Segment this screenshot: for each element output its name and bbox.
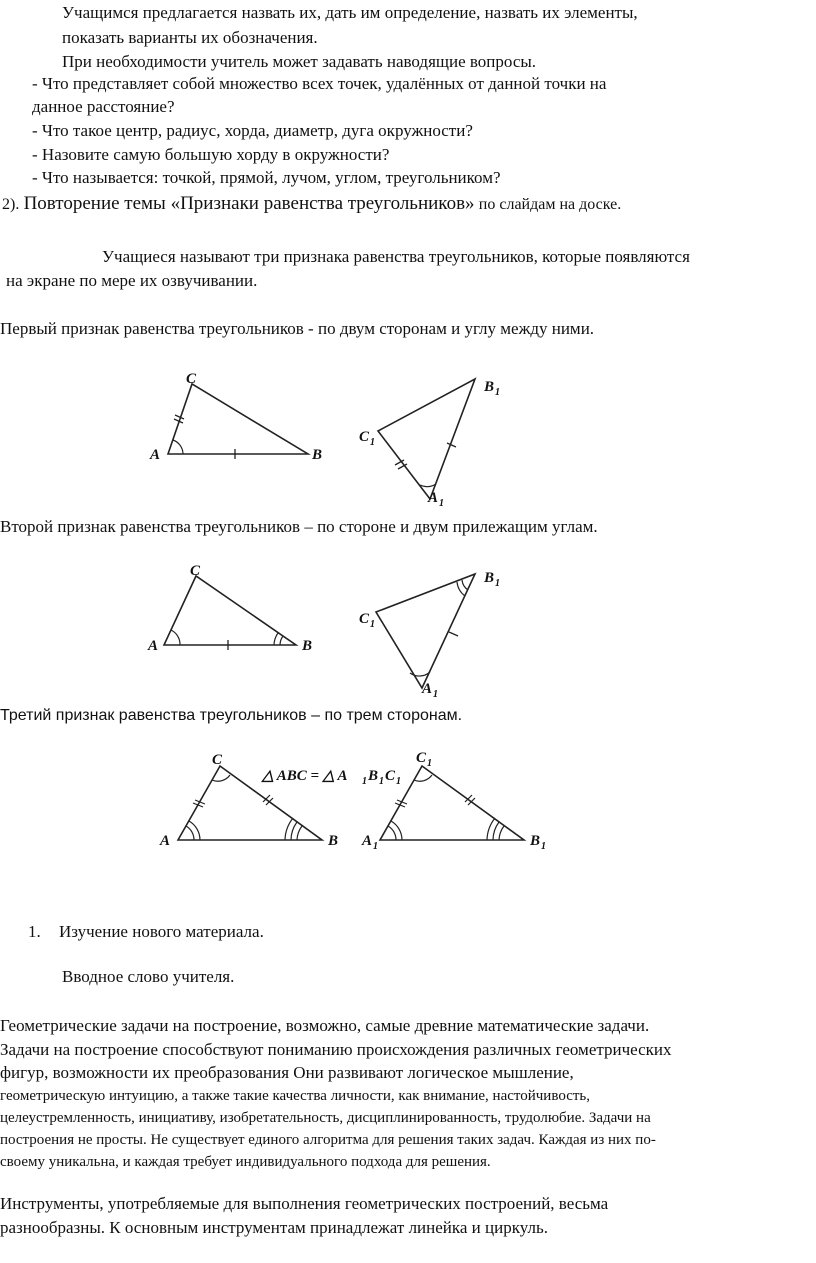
label-A1-sub-3: 1: [373, 841, 378, 852]
label-A1-sub-2: 1: [433, 689, 438, 700]
label-C-2: C: [190, 563, 201, 579]
section-2-heading: [2, 194, 621, 215]
new-material-number: 1.: [28, 922, 41, 941]
label-B-1: B: [312, 447, 323, 463]
label-B1-2: B: [484, 570, 495, 586]
label-A-2: A: [148, 638, 159, 654]
paragraph-1-line-5: целеустремленность, инициативу, изобретательность, дисциплинированность, трудолюбие. Задачи на: [0, 1110, 651, 1126]
paragraph-1-line-1: Геометрические задачи на построение, возможно, самые древние математические задачи.: [0, 1016, 650, 1035]
label-B-3: B: [328, 833, 339, 849]
equality-sub-a: 1: [362, 776, 367, 787]
label-A1-sub-1: 1: [439, 498, 444, 509]
intro-line-2: показать варианты их обозначения.: [62, 28, 318, 47]
question-4: - Что называется: точкой, прямой, лучом, углом, треугольником?: [32, 168, 501, 187]
label-C-1: C: [186, 371, 197, 387]
label-A-3: A: [160, 833, 171, 849]
intro-word: Вводное слово учителя.: [62, 967, 235, 986]
label-C-3: C: [212, 752, 223, 768]
section-2-number: 2).: [2, 196, 20, 213]
figure-sss-triangles: [150, 748, 570, 858]
paragraph-2-line-1: Инструменты, употребляемые для выполнения геометрических построений, весьма: [0, 1194, 609, 1213]
equality-sub-b: 1: [379, 776, 384, 787]
question-2: - Что такое центр, радиус, хорда, диаметр, дуга окружности?: [32, 121, 473, 140]
label-C1-sub-3: 1: [427, 758, 432, 769]
paragraph-1-line-7: своему уникальна, и каждая требует индивидуального подхода для решения.: [0, 1154, 491, 1170]
label-C1-sub-1: 1: [370, 437, 375, 448]
first-criterion: Первый признак равенства треугольников - по двум сторонам и углу между ними.: [0, 319, 595, 338]
paragraph-1-line-3: фигур, возможности их преобразования Они развивают логическое мышление,: [0, 1063, 574, 1082]
equality-b: B: [368, 768, 379, 784]
label-B-2: B: [302, 638, 313, 654]
equality-sub-c: 1: [396, 776, 401, 787]
question-1: - Что представляет собой множество всех точек, удалённых от данной точки на: [32, 74, 607, 93]
new-material-title: Изучение нового материала.: [59, 922, 264, 941]
question-3: - Назовите самую большую хорду в окружности?: [32, 145, 390, 164]
students-line-1: Учащиеся называют три признака равенства треугольников, которые появляются: [102, 247, 690, 266]
paragraph-1-line-6: построения не просты. Не существует единого алгоритма для решения таких задач. Каждая из них по-: [0, 1132, 656, 1148]
intro-line-3: При необходимости учитель может задавать наводящие вопросы.: [62, 52, 537, 71]
paragraph-1-line-4: геометрическую интуицию, а также такие качества личности, как внимание, настойчивость,: [0, 1088, 590, 1104]
label-C1-2: C: [359, 611, 370, 627]
label-C1-1: C: [359, 429, 370, 445]
label-B1-3: B: [530, 833, 541, 849]
figure-asa-triangles: [140, 560, 520, 700]
equality-statement: [260, 768, 401, 787]
label-C1-3: C: [416, 750, 427, 766]
section-2-title: Повторение темы «Признаки равенства треугольников»: [23, 193, 475, 214]
label-A-1: A: [150, 447, 161, 463]
label-B1-sub-3: 1: [541, 841, 546, 852]
students-line-2: на экране по мере их озвучивании.: [6, 271, 258, 290]
label-B1-sub-2: 1: [495, 578, 500, 589]
equality-c: C: [385, 768, 396, 784]
intro-line-1: Учащимся предлагается назвать их, дать им определение, назвать их элементы,: [62, 3, 638, 22]
label-A1-1: A: [428, 490, 439, 506]
label-A1-2: A: [422, 681, 433, 697]
equality-lhs: △ ABC = △ A: [262, 768, 348, 784]
label-B1-sub-1: 1: [495, 387, 500, 398]
paragraph-1-line-2: Задачи на построение способствуют пониманию происхождения различных геометрических: [0, 1040, 672, 1059]
paragraph-2-line-2: разнообразны. К основным инструментам принадлежат линейка и циркуль.: [0, 1218, 548, 1237]
figure-sas-triangles: [140, 365, 520, 515]
new-material-heading: [28, 922, 264, 942]
third-criterion: Третий признак равенства треугольников – по трем сторонам.: [0, 707, 463, 724]
label-B1-1: B: [484, 379, 495, 395]
section-2-suffix: по слайдам на доске.: [478, 196, 622, 213]
second-criterion: Второй признак равенства треугольников – по стороне и двум прилежащим углам.: [0, 517, 598, 536]
label-A1-3: A: [362, 833, 373, 849]
label-C1-sub-2: 1: [370, 619, 375, 630]
question-1-cont: данное расстояние?: [32, 97, 175, 116]
